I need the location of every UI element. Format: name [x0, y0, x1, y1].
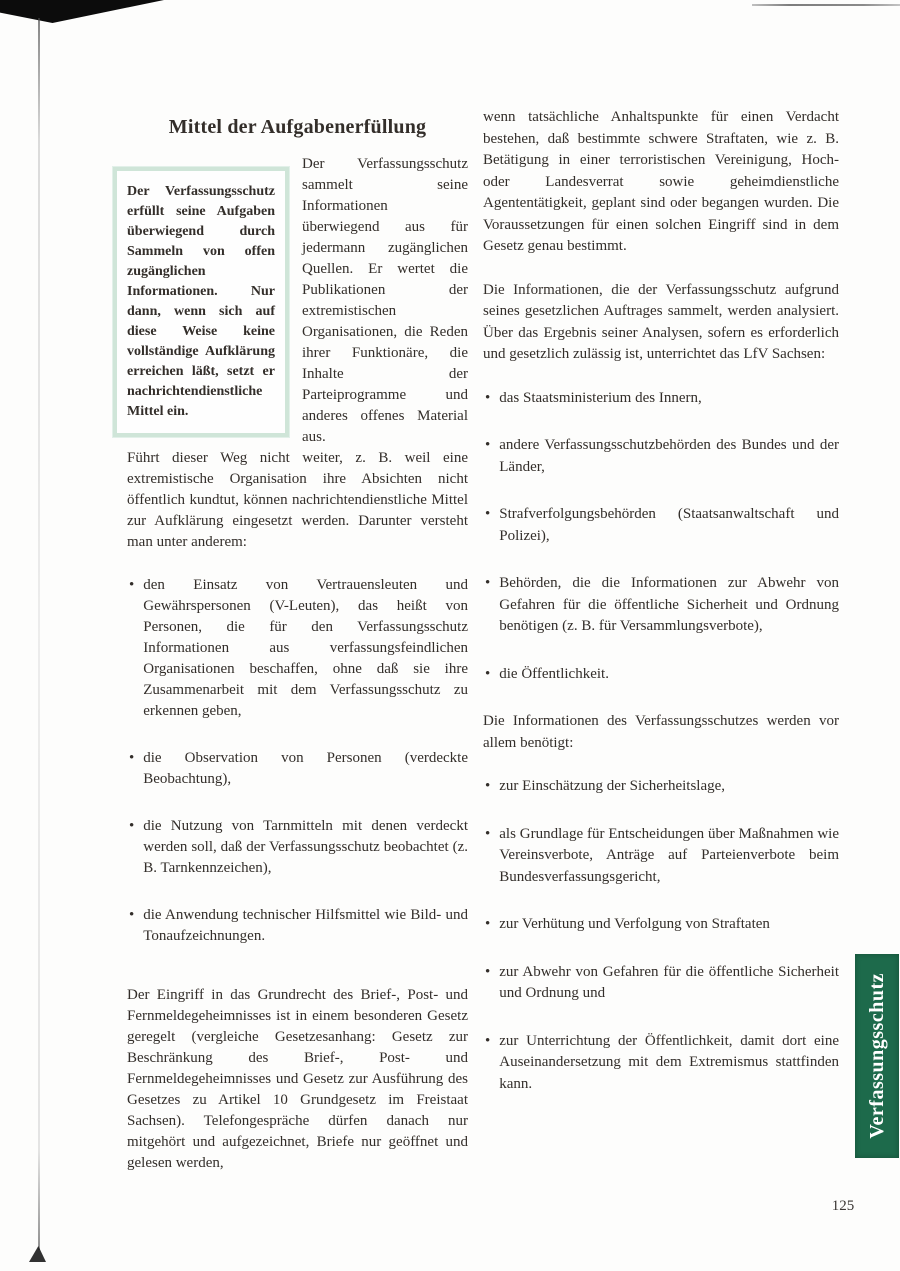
list-item: [485, 664, 839, 686]
list-item-text: die Nutzung von Tarnmitteln mit denen verdeckt werden soll, daß der Verfassungsschutz beobachtet (z. B. Tarnkennzeichen),: [143, 818, 468, 876]
scan-artifact-left-edge-line: [38, 18, 40, 1250]
bullet-icon: •: [485, 437, 491, 453]
bullet-icon: •: [485, 389, 491, 406]
chapter-tab-label: Verfassungsschutz: [865, 973, 888, 1139]
highlight-box: Der Verfassungsschutz erfüllt seine Aufgaben überwiegend durch Sammeln von offen zugänglichen Informationen. Nur dann, wenn sich auf diese Weise keine vollständige Aufklärung erreichen läßt, setzt er nachrichtendienstliche Mittel ein.: [113, 167, 289, 437]
list-item: [129, 905, 468, 947]
list-item-text: den Einsatz von Vertrauensleuten und Gewährspersonen (V-Leuten), das heißt von Personen, die für den Verfassungsschutz Informationen aus verfassungsfeindlichen Organisationen beschaffen, ohne daß sie ihre Zusammenarbeit mit dem Verfassungsschutz zu erkennen geben,: [143, 577, 468, 719]
list-item: [129, 816, 468, 879]
list-item: [485, 962, 839, 1005]
list-item: [485, 573, 839, 638]
bullet-icon: •: [129, 750, 135, 766]
bullet-icon: •: [485, 778, 491, 794]
bullet-icon: •: [485, 916, 491, 932]
bullet-icon: •: [129, 907, 135, 923]
bullet-icon: •: [485, 963, 491, 980]
list-item: [485, 1031, 839, 1096]
left-column: [127, 154, 468, 1174]
list-item: [485, 504, 839, 547]
paragraph-needs-lead: Die Informationen des Verfassungsschutzes werden vor allem benötigt:: [483, 713, 839, 751]
page-number: 125: [831, 1198, 855, 1214]
list-item-text: Strafverfolgungsbehörden (Staatsanwaltschaft und Polizei),: [499, 506, 839, 544]
list-item: [485, 914, 839, 936]
bullet-icon: •: [129, 818, 135, 834]
list-item: [485, 388, 839, 410]
bullet-icon: •: [485, 665, 491, 682]
list-item-text: Behörden, die die Informationen zur Abwehr von Gefahren für die öffentliche Sicherheit und Ordnung benötigen (z. B. für Versammlungsverbote),: [499, 575, 839, 634]
page-title: Mittel der Aufgabenerfüllung: [168, 116, 427, 138]
list-item-text: zur Einschätzung der Sicherheitslage,: [499, 778, 726, 794]
bullet-icon: •: [129, 577, 135, 593]
list-item: [485, 824, 839, 889]
bullet-icon: •: [485, 575, 491, 591]
list-item-text: zur Unterrichtung der Öffentlichkeit, damit dort eine Auseinandersetzung mit dem Extremismus stattfinden kann.: [499, 1032, 839, 1092]
list-item: [485, 776, 839, 798]
list-item-text: die Anwendung technischer Hilfsmittel wie Bild- und Tonaufzeichnungen.: [143, 907, 468, 944]
scan-artifact-top-rule: [752, 4, 900, 6]
bullet-icon: •: [485, 506, 491, 522]
bullet-icon: •: [485, 825, 491, 842]
list-item-text: als Grundlage für Entscheidungen über Maßnahmen wie Vereinsverbote, Anträge auf Parteienverbote beim Bundesverfassungsgericht,: [499, 825, 839, 885]
list-item-text: die Observation von Personen (verdeckte Beobachtung),: [143, 750, 468, 787]
list-item-text: zur Abwehr von Gefahren für die öffentliche Sicherheit und Ordnung und: [499, 963, 839, 1001]
list-item-text: zur Verhütung und Verfolgung von Straftaten: [499, 916, 770, 932]
list-item: [485, 435, 839, 478]
paragraph-analyse: Die Informationen, die der Verfassungsschutz aufgrund seines gesetzlichen Auftrages sammelt, werden analysiert. Über das Ergebnis seiner Analysen, sofern es erforderlich und gesetzlich zulässig ist, unterrichtet das LfV Sachsen:: [483, 281, 839, 362]
scan-artifact-bottom-wedge-icon: [29, 1246, 46, 1262]
list-item-text: das Staatsministerium des Innern,: [499, 389, 702, 406]
list-item: [129, 748, 468, 790]
list-item: [129, 575, 468, 722]
paragraph-intro: Der Verfassungsschutz sammelt seine Informationen überwiegend aus für jedermann zugänglichen Quellen. Er wertet die Publikationen der extremistischen Organisationen, die Reden ihrer Funktionäre, die Inhalte der Parteiprogramme und anderes offenes Material aus.: [302, 156, 468, 445]
paragraph-law: Der Eingriff in das Grundrecht des Brief-, Post- und Fernmeldegeheimnisses ist in einem besonderen Gesetz geregelt (vergleiche Gesetzesanhang: Gesetz zur Beschränkung des Brief-, Post- und Fernmeldegeheimnisses und Gesetz zur Ausführung des Gesetzes zu Artikel 10 Grundgesetz im Freistaat Sachsen). Telefongespräche dürfen danach nur mitgehört und aufgezeichnet, Briefe nur geöffnet und gelesen werden,: [127, 987, 468, 1171]
list-item-text: andere Verfassungsschutzbehörden des Bundes und der Länder,: [499, 437, 839, 475]
paragraph-continue: Führt dieser Weg nicht weiter, z. B. weil eine extremistische Organisation ihre Absichten nicht öffentlich kundtut, können nachrichtendienstliche Mittel zur Aufklärung eingesetzt werden. Darunter versteht man unter anderem:: [127, 450, 468, 550]
scan-artifact-corner-icon: [0, 0, 164, 23]
paragraph-verdacht: wenn tatsächliche Anhaltspunkte für einen Verdacht bestehen, daß bestimmte schwere Straftaten, wie z. B. Betätigung in einer terroristischen Vereinigung, Hoch- oder Landesverrat sowie geheimdienstliche Agententätigkeit, geplant sind oder begangen wurden. Die Voraussetzungen für einen solchen Eingriff sind in dem Gesetz genau bestimmt.: [483, 109, 839, 254]
chapter-tab: [855, 954, 899, 1158]
right-column: [483, 107, 839, 1121]
bullet-icon: •: [485, 1032, 491, 1049]
list-item-text: die Öffentlichkeit.: [499, 665, 609, 682]
